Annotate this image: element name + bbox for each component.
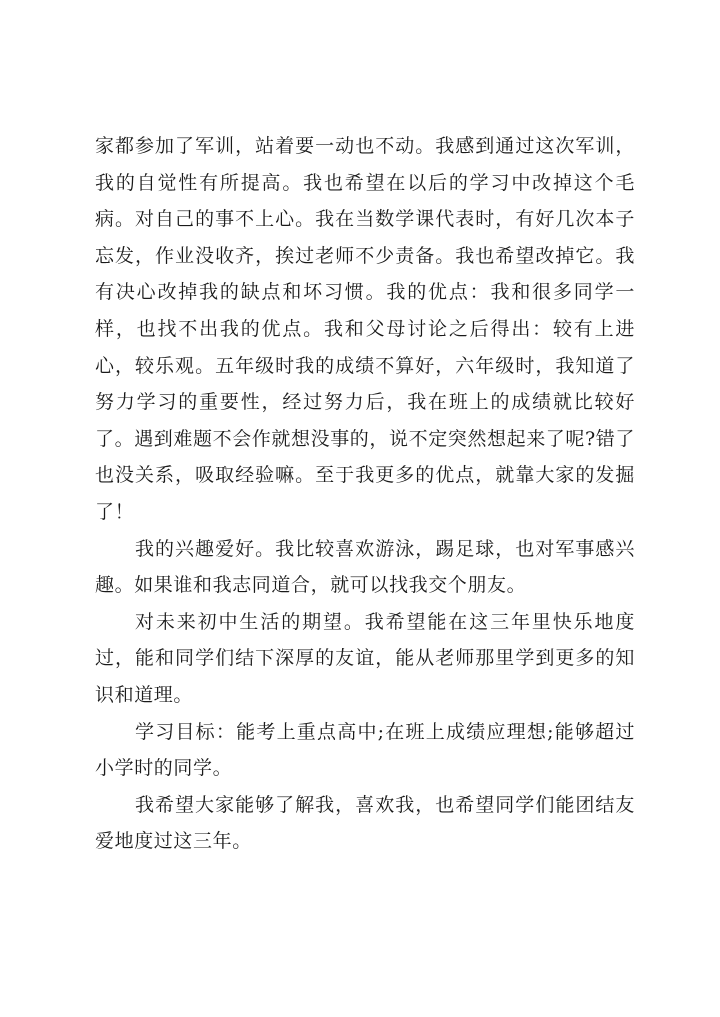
paragraph-3: 对未来初中生活的期望。我希望能在这三年里快乐地度过，能和同学们结下深厚的友谊，能从老师那里学到更多的知识和道理。 — [95, 610, 635, 706]
paragraph-1: 家都参加了军训，站着要一动也不动。我感到通过这次军训，我的自觉性有所提高。我也希望在以后的学习中改掉这个毛病。对自己的事不上心。我在当数学课代表时，有好几次本子忘发，作业没收齐，挨过老师不少责备。我也希望改掉它。我有决心改掉我的缺点和坏习惯。我的优点：我和很多同学一样，也找不出我的优点。我和父母讨论之后得出：较有上进心，较乐观。五年级时我的成绩不算好，六年级时，我知道了努力学习的重要性，经过努力后，我在班上的成绩就比较好了。遇到难题不会作就想没事的，说不定突然想起来了呢?错了也没关系，吸取经验嘛。至于我更多的优点，就靠大家的发掘了！ — [95, 135, 635, 523]
document-body — [95, 128, 635, 860]
paragraph-5: 我希望大家能够了解我，喜欢我，也希望同学们能团结友爱地度过这三年。 — [95, 793, 635, 853]
paragraph-2: 我的兴趣爱好。我比较喜欢游泳，踢足球，也对军事感兴趣。如果谁和我志同道合，就可以找我交个朋友。 — [95, 537, 635, 597]
paragraph-4: 学习目标：能考上重点高中;在班上成绩应理想;能够超过小学时的同学。 — [95, 720, 635, 780]
